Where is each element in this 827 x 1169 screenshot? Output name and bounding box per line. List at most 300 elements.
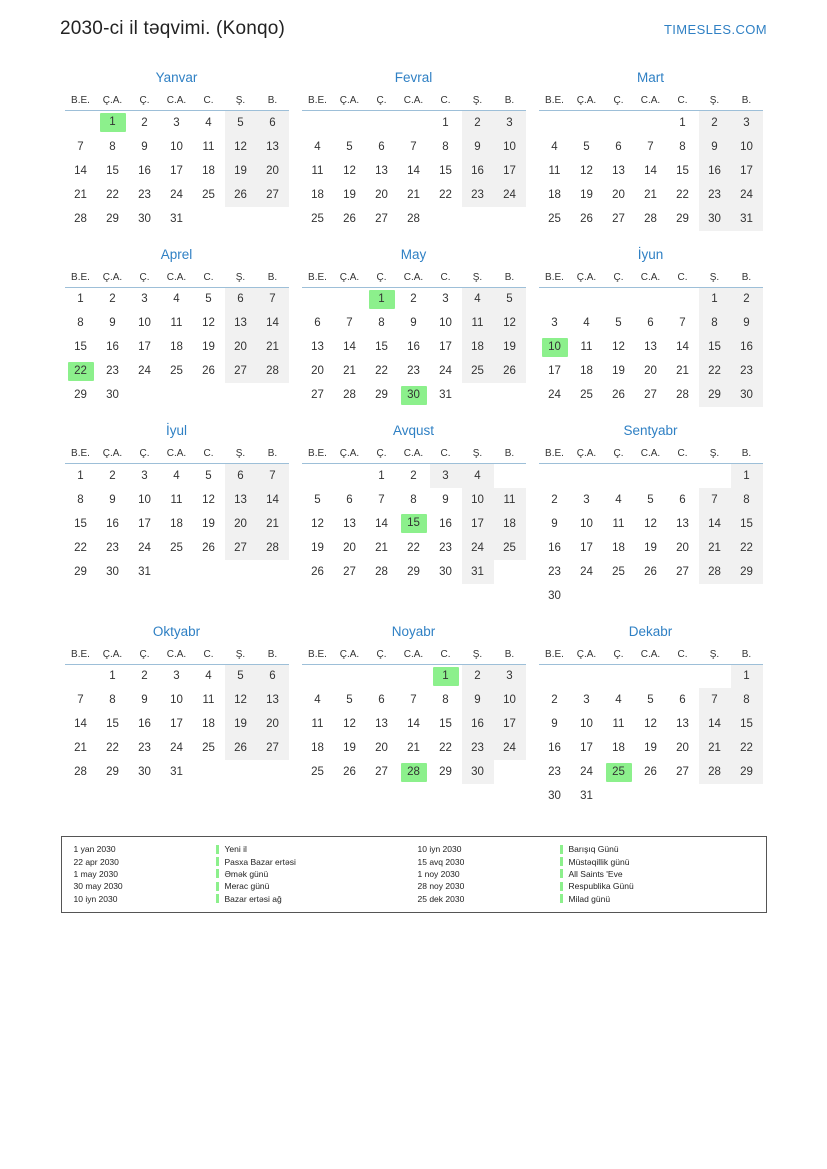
day-cell[interactable]: [302, 536, 334, 560]
day-cell[interactable]: [302, 359, 334, 383]
day-cell[interactable]: [97, 159, 129, 183]
day-cell[interactable]: [161, 311, 193, 335]
day-cell[interactable]: [462, 287, 494, 311]
day-cell[interactable]: [129, 135, 161, 159]
day-cell[interactable]: [731, 183, 763, 207]
day-cell[interactable]: [129, 512, 161, 536]
holiday-day-cell[interactable]: [603, 760, 635, 784]
day-cell[interactable]: [161, 688, 193, 712]
day-cell[interactable]: [129, 335, 161, 359]
day-cell[interactable]: [225, 359, 257, 383]
day-cell[interactable]: [225, 464, 257, 488]
day-cell[interactable]: [257, 736, 289, 760]
day-cell[interactable]: [731, 159, 763, 183]
day-cell[interactable]: [539, 159, 571, 183]
day-cell[interactable]: [430, 488, 462, 512]
day-cell[interactable]: [494, 311, 526, 335]
day-cell[interactable]: [257, 688, 289, 712]
day-cell[interactable]: [225, 311, 257, 335]
day-cell[interactable]: [430, 335, 462, 359]
day-cell[interactable]: [65, 512, 97, 536]
day-cell[interactable]: [129, 111, 161, 135]
holiday-day-cell[interactable]: [430, 664, 462, 688]
day-cell[interactable]: [731, 359, 763, 383]
day-cell[interactable]: [699, 207, 731, 231]
day-cell[interactable]: [193, 335, 225, 359]
day-cell[interactable]: [366, 536, 398, 560]
day-cell[interactable]: [430, 111, 462, 135]
day-cell[interactable]: [539, 560, 571, 584]
day-cell[interactable]: [65, 736, 97, 760]
day-cell[interactable]: [366, 736, 398, 760]
day-cell[interactable]: [430, 311, 462, 335]
day-cell[interactable]: [161, 159, 193, 183]
day-cell[interactable]: [334, 311, 366, 335]
day-cell[interactable]: [635, 335, 667, 359]
day-cell[interactable]: [667, 560, 699, 584]
day-cell[interactable]: [161, 760, 193, 784]
day-cell[interactable]: [129, 159, 161, 183]
day-cell[interactable]: [225, 712, 257, 736]
day-cell[interactable]: [430, 560, 462, 584]
day-cell[interactable]: [635, 183, 667, 207]
day-cell[interactable]: [334, 712, 366, 736]
day-cell[interactable]: [603, 335, 635, 359]
day-cell[interactable]: [257, 536, 289, 560]
day-cell[interactable]: [667, 111, 699, 135]
day-cell[interactable]: [731, 512, 763, 536]
day-cell[interactable]: [193, 512, 225, 536]
day-cell[interactable]: [97, 536, 129, 560]
day-cell[interactable]: [398, 560, 430, 584]
day-cell[interactable]: [430, 712, 462, 736]
day-cell[interactable]: [635, 359, 667, 383]
day-cell[interactable]: [699, 512, 731, 536]
day-cell[interactable]: [539, 183, 571, 207]
day-cell[interactable]: [731, 111, 763, 135]
day-cell[interactable]: [571, 207, 603, 231]
day-cell[interactable]: [398, 135, 430, 159]
day-cell[interactable]: [398, 207, 430, 231]
day-cell[interactable]: [494, 287, 526, 311]
day-cell[interactable]: [603, 536, 635, 560]
day-cell[interactable]: [193, 311, 225, 335]
day-cell[interactable]: [635, 536, 667, 560]
day-cell[interactable]: [302, 207, 334, 231]
day-cell[interactable]: [366, 464, 398, 488]
day-cell[interactable]: [571, 359, 603, 383]
day-cell[interactable]: [635, 736, 667, 760]
day-cell[interactable]: [65, 712, 97, 736]
day-cell[interactable]: [494, 135, 526, 159]
day-cell[interactable]: [193, 688, 225, 712]
day-cell[interactable]: [193, 359, 225, 383]
day-cell[interactable]: [302, 183, 334, 207]
day-cell[interactable]: [539, 359, 571, 383]
day-cell[interactable]: [571, 512, 603, 536]
day-cell[interactable]: [65, 464, 97, 488]
day-cell[interactable]: [462, 760, 494, 784]
day-cell[interactable]: [603, 207, 635, 231]
day-cell[interactable]: [667, 135, 699, 159]
day-cell[interactable]: [731, 736, 763, 760]
day-cell[interactable]: [334, 207, 366, 231]
day-cell[interactable]: [193, 712, 225, 736]
day-cell[interactable]: [129, 664, 161, 688]
day-cell[interactable]: [603, 311, 635, 335]
day-cell[interactable]: [539, 135, 571, 159]
day-cell[interactable]: [129, 287, 161, 311]
day-cell[interactable]: [398, 464, 430, 488]
day-cell[interactable]: [539, 383, 571, 407]
day-cell[interactable]: [398, 159, 430, 183]
day-cell[interactable]: [366, 183, 398, 207]
day-cell[interactable]: [539, 584, 571, 608]
day-cell[interactable]: [257, 464, 289, 488]
day-cell[interactable]: [161, 135, 193, 159]
day-cell[interactable]: [366, 383, 398, 407]
day-cell[interactable]: [129, 488, 161, 512]
day-cell[interactable]: [257, 159, 289, 183]
day-cell[interactable]: [398, 688, 430, 712]
day-cell[interactable]: [731, 207, 763, 231]
day-cell[interactable]: [667, 512, 699, 536]
day-cell[interactable]: [731, 664, 763, 688]
day-cell[interactable]: [462, 560, 494, 584]
day-cell[interactable]: [225, 135, 257, 159]
day-cell[interactable]: [603, 159, 635, 183]
day-cell[interactable]: [731, 383, 763, 407]
day-cell[interactable]: [731, 688, 763, 712]
day-cell[interactable]: [366, 159, 398, 183]
day-cell[interactable]: [302, 760, 334, 784]
day-cell[interactable]: [225, 335, 257, 359]
holiday-day-cell[interactable]: [398, 760, 430, 784]
day-cell[interactable]: [65, 688, 97, 712]
day-cell[interactable]: [129, 311, 161, 335]
day-cell[interactable]: [161, 207, 193, 231]
day-cell[interactable]: [161, 111, 193, 135]
day-cell[interactable]: [366, 135, 398, 159]
day-cell[interactable]: [302, 488, 334, 512]
day-cell[interactable]: [430, 512, 462, 536]
day-cell[interactable]: [257, 359, 289, 383]
day-cell[interactable]: [225, 664, 257, 688]
day-cell[interactable]: [193, 488, 225, 512]
day-cell[interactable]: [571, 712, 603, 736]
day-cell[interactable]: [731, 311, 763, 335]
day-cell[interactable]: [225, 736, 257, 760]
day-cell[interactable]: [635, 135, 667, 159]
day-cell[interactable]: [302, 736, 334, 760]
day-cell[interactable]: [398, 183, 430, 207]
day-cell[interactable]: [161, 287, 193, 311]
day-cell[interactable]: [97, 464, 129, 488]
day-cell[interactable]: [494, 335, 526, 359]
day-cell[interactable]: [161, 488, 193, 512]
day-cell[interactable]: [635, 760, 667, 784]
day-cell[interactable]: [539, 207, 571, 231]
day-cell[interactable]: [699, 736, 731, 760]
holiday-day-cell[interactable]: [97, 111, 129, 135]
day-cell[interactable]: [731, 536, 763, 560]
day-cell[interactable]: [398, 335, 430, 359]
day-cell[interactable]: [193, 464, 225, 488]
day-cell[interactable]: [462, 712, 494, 736]
day-cell[interactable]: [334, 359, 366, 383]
day-cell[interactable]: [97, 664, 129, 688]
day-cell[interactable]: [334, 159, 366, 183]
day-cell[interactable]: [539, 488, 571, 512]
day-cell[interactable]: [225, 512, 257, 536]
day-cell[interactable]: [571, 536, 603, 560]
day-cell[interactable]: [161, 664, 193, 688]
day-cell[interactable]: [65, 311, 97, 335]
day-cell[interactable]: [635, 383, 667, 407]
day-cell[interactable]: [571, 760, 603, 784]
holiday-day-cell[interactable]: [65, 359, 97, 383]
day-cell[interactable]: [334, 512, 366, 536]
day-cell[interactable]: [699, 688, 731, 712]
day-cell[interactable]: [571, 335, 603, 359]
holiday-day-cell[interactable]: [398, 512, 430, 536]
day-cell[interactable]: [161, 536, 193, 560]
day-cell[interactable]: [731, 560, 763, 584]
day-cell[interactable]: [366, 359, 398, 383]
day-cell[interactable]: [302, 688, 334, 712]
day-cell[interactable]: [699, 560, 731, 584]
day-cell[interactable]: [430, 536, 462, 560]
day-cell[interactable]: [65, 183, 97, 207]
day-cell[interactable]: [494, 664, 526, 688]
day-cell[interactable]: [161, 359, 193, 383]
holiday-day-cell[interactable]: [539, 335, 571, 359]
day-cell[interactable]: [731, 760, 763, 784]
day-cell[interactable]: [494, 512, 526, 536]
day-cell[interactable]: [462, 183, 494, 207]
day-cell[interactable]: [462, 311, 494, 335]
day-cell[interactable]: [462, 688, 494, 712]
day-cell[interactable]: [129, 712, 161, 736]
day-cell[interactable]: [225, 287, 257, 311]
day-cell[interactable]: [302, 159, 334, 183]
day-cell[interactable]: [65, 383, 97, 407]
day-cell[interactable]: [699, 159, 731, 183]
day-cell[interactable]: [571, 311, 603, 335]
day-cell[interactable]: [366, 512, 398, 536]
day-cell[interactable]: [699, 183, 731, 207]
day-cell[interactable]: [193, 135, 225, 159]
day-cell[interactable]: [257, 512, 289, 536]
day-cell[interactable]: [494, 712, 526, 736]
day-cell[interactable]: [129, 207, 161, 231]
day-cell[interactable]: [571, 159, 603, 183]
day-cell[interactable]: [635, 207, 667, 231]
day-cell[interactable]: [334, 383, 366, 407]
day-cell[interactable]: [494, 183, 526, 207]
day-cell[interactable]: [161, 335, 193, 359]
day-cell[interactable]: [257, 183, 289, 207]
day-cell[interactable]: [462, 512, 494, 536]
day-cell[interactable]: [129, 536, 161, 560]
day-cell[interactable]: [462, 464, 494, 488]
day-cell[interactable]: [398, 359, 430, 383]
day-cell[interactable]: [539, 512, 571, 536]
day-cell[interactable]: [430, 464, 462, 488]
day-cell[interactable]: [302, 135, 334, 159]
day-cell[interactable]: [302, 335, 334, 359]
day-cell[interactable]: [193, 183, 225, 207]
day-cell[interactable]: [398, 488, 430, 512]
day-cell[interactable]: [65, 135, 97, 159]
day-cell[interactable]: [699, 135, 731, 159]
day-cell[interactable]: [494, 536, 526, 560]
day-cell[interactable]: [129, 736, 161, 760]
day-cell[interactable]: [539, 736, 571, 760]
day-cell[interactable]: [161, 736, 193, 760]
brand-label[interactable]: TIMESLES.COM: [663, 22, 767, 37]
day-cell[interactable]: [539, 311, 571, 335]
day-cell[interactable]: [603, 359, 635, 383]
day-cell[interactable]: [193, 664, 225, 688]
day-cell[interactable]: [494, 688, 526, 712]
day-cell[interactable]: [571, 736, 603, 760]
day-cell[interactable]: [699, 760, 731, 784]
day-cell[interactable]: [257, 111, 289, 135]
day-cell[interactable]: [129, 464, 161, 488]
day-cell[interactable]: [667, 688, 699, 712]
day-cell[interactable]: [603, 688, 635, 712]
day-cell[interactable]: [699, 311, 731, 335]
day-cell[interactable]: [635, 560, 667, 584]
day-cell[interactable]: [257, 488, 289, 512]
day-cell[interactable]: [97, 383, 129, 407]
day-cell[interactable]: [635, 512, 667, 536]
day-cell[interactable]: [635, 488, 667, 512]
day-cell[interactable]: [97, 135, 129, 159]
day-cell[interactable]: [430, 159, 462, 183]
day-cell[interactable]: [366, 335, 398, 359]
day-cell[interactable]: [603, 135, 635, 159]
day-cell[interactable]: [97, 712, 129, 736]
day-cell[interactable]: [129, 359, 161, 383]
day-cell[interactable]: [193, 159, 225, 183]
day-cell[interactable]: [571, 488, 603, 512]
day-cell[interactable]: [398, 536, 430, 560]
day-cell[interactable]: [699, 536, 731, 560]
day-cell[interactable]: [603, 183, 635, 207]
day-cell[interactable]: [398, 712, 430, 736]
day-cell[interactable]: [731, 488, 763, 512]
day-cell[interactable]: [539, 760, 571, 784]
day-cell[interactable]: [398, 736, 430, 760]
day-cell[interactable]: [731, 135, 763, 159]
day-cell[interactable]: [302, 512, 334, 536]
holiday-day-cell[interactable]: [398, 383, 430, 407]
day-cell[interactable]: [430, 736, 462, 760]
day-cell[interactable]: [571, 135, 603, 159]
day-cell[interactable]: [65, 760, 97, 784]
day-cell[interactable]: [161, 464, 193, 488]
day-cell[interactable]: [699, 383, 731, 407]
day-cell[interactable]: [97, 688, 129, 712]
day-cell[interactable]: [494, 159, 526, 183]
day-cell[interactable]: [494, 736, 526, 760]
day-cell[interactable]: [97, 183, 129, 207]
day-cell[interactable]: [699, 335, 731, 359]
day-cell[interactable]: [65, 488, 97, 512]
day-cell[interactable]: [302, 383, 334, 407]
day-cell[interactable]: [731, 464, 763, 488]
day-cell[interactable]: [225, 159, 257, 183]
day-cell[interactable]: [462, 488, 494, 512]
day-cell[interactable]: [225, 488, 257, 512]
day-cell[interactable]: [334, 560, 366, 584]
day-cell[interactable]: [302, 311, 334, 335]
day-cell[interactable]: [462, 736, 494, 760]
day-cell[interactable]: [129, 760, 161, 784]
day-cell[interactable]: [571, 688, 603, 712]
day-cell[interactable]: [334, 736, 366, 760]
day-cell[interactable]: [97, 335, 129, 359]
day-cell[interactable]: [97, 488, 129, 512]
day-cell[interactable]: [635, 311, 667, 335]
day-cell[interactable]: [334, 183, 366, 207]
day-cell[interactable]: [257, 712, 289, 736]
day-cell[interactable]: [699, 488, 731, 512]
day-cell[interactable]: [129, 560, 161, 584]
day-cell[interactable]: [161, 183, 193, 207]
day-cell[interactable]: [97, 512, 129, 536]
day-cell[interactable]: [603, 488, 635, 512]
day-cell[interactable]: [430, 688, 462, 712]
day-cell[interactable]: [193, 736, 225, 760]
day-cell[interactable]: [366, 712, 398, 736]
day-cell[interactable]: [462, 111, 494, 135]
day-cell[interactable]: [699, 287, 731, 311]
day-cell[interactable]: [571, 383, 603, 407]
day-cell[interactable]: [97, 359, 129, 383]
day-cell[interactable]: [129, 183, 161, 207]
day-cell[interactable]: [462, 335, 494, 359]
day-cell[interactable]: [699, 111, 731, 135]
day-cell[interactable]: [366, 207, 398, 231]
day-cell[interactable]: [193, 111, 225, 135]
day-cell[interactable]: [65, 287, 97, 311]
day-cell[interactable]: [97, 311, 129, 335]
day-cell[interactable]: [161, 512, 193, 536]
day-cell[interactable]: [257, 664, 289, 688]
day-cell[interactable]: [667, 311, 699, 335]
day-cell[interactable]: [366, 688, 398, 712]
day-cell[interactable]: [334, 536, 366, 560]
day-cell[interactable]: [193, 536, 225, 560]
day-cell[interactable]: [571, 560, 603, 584]
day-cell[interactable]: [161, 712, 193, 736]
day-cell[interactable]: [430, 383, 462, 407]
day-cell[interactable]: [225, 111, 257, 135]
day-cell[interactable]: [603, 712, 635, 736]
day-cell[interactable]: [603, 736, 635, 760]
day-cell[interactable]: [334, 760, 366, 784]
day-cell[interactable]: [257, 311, 289, 335]
day-cell[interactable]: [257, 135, 289, 159]
day-cell[interactable]: [699, 359, 731, 383]
day-cell[interactable]: [667, 536, 699, 560]
day-cell[interactable]: [494, 111, 526, 135]
day-cell[interactable]: [667, 359, 699, 383]
day-cell[interactable]: [539, 784, 571, 808]
